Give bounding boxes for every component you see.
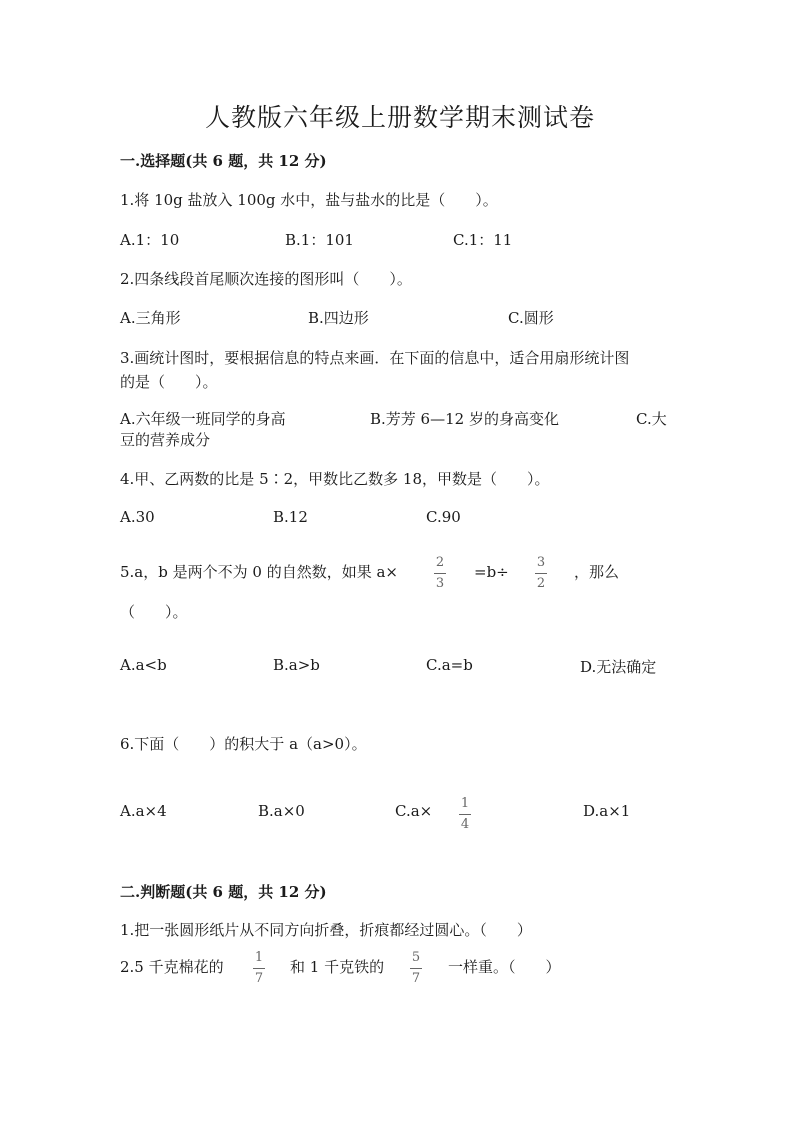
question-5-part-2: =b÷ [474, 563, 509, 581]
q2-option-b: B.四边形 [308, 309, 369, 327]
q5-option-c: C.a=b [426, 656, 473, 674]
q6-option-b: B.a×0 [258, 802, 305, 820]
fraction-numerator: 5 [411, 950, 421, 965]
question-3-line-2: 的是（ ）。 [120, 373, 218, 391]
q3-option-c-continued: 豆的营养成分 [120, 431, 211, 449]
fraction-numerator: 3 [536, 555, 546, 570]
fraction-numerator: 1 [254, 950, 264, 965]
question-5-line-2: （ ）。 [120, 603, 188, 621]
fraction-denominator: 3 [435, 576, 445, 591]
judgment-question-2-part-1: 2.5 千克棉花的 [120, 958, 224, 976]
fraction-bar [535, 573, 547, 574]
question-5-part-1: 5.a，b 是两个不为 0 的自然数，如果 a× [120, 563, 398, 581]
q5-option-d: D.无法确定 [580, 658, 657, 676]
q3-option-a: A.六年级一班同学的身高 [120, 410, 286, 428]
fraction-numerator: 1 [460, 796, 470, 811]
q6-option-a: A.a×4 [120, 802, 167, 820]
fraction-three-halves [535, 556, 547, 590]
q2-option-a: A.三角形 [120, 309, 181, 327]
q5-option-a: A.a<b [120, 656, 167, 674]
question-3-line-1: 3.画统计图时，要根据信息的特点来画．在下面的信息中，适合用扇形统计图 [120, 349, 630, 367]
fraction-one-quarter [459, 797, 471, 831]
fraction-bar [434, 573, 446, 574]
q3-option-c: C.大 [636, 410, 667, 428]
fraction-two-thirds [434, 556, 446, 590]
q3-option-b: B.芳芳 6—12 岁的身高变化 [370, 410, 559, 428]
question-2-text: 2.四条线段首尾顺次连接的图形叫（ ）。 [120, 270, 412, 288]
q4-option-c: C.90 [426, 508, 461, 526]
section-heading-choice: 一.选择题(共 6 题，共 12 分) [120, 152, 327, 170]
question-5-part-3: ，那么 [574, 563, 620, 581]
fraction-numerator: 2 [435, 555, 445, 570]
fraction-bar [410, 968, 422, 969]
q6-option-c: C.a× [395, 802, 433, 820]
q6-option-d: D.a×1 [583, 802, 631, 820]
q5-option-b: B.a>b [273, 656, 320, 674]
page-title: 人教版六年级上册数学期末测试卷 [204, 103, 595, 132]
fraction-bar [459, 814, 471, 815]
fraction-denominator: 7 [411, 971, 421, 986]
question-6-text: 6.下面（ ）的积大于 a（a>0）。 [120, 735, 367, 753]
fraction-one-seventh [253, 951, 265, 985]
q1-option-c: C.1：11 [453, 231, 513, 249]
fraction-bar [253, 968, 265, 969]
q4-option-b: B.12 [273, 508, 308, 526]
q4-option-a: A.30 [120, 508, 155, 526]
question-1-text: 1.将 10g 盐放入 100g 水中，盐与盐水的比是（ ）。 [120, 191, 498, 209]
question-4-text: 4.甲、乙两数的比是 5∶2，甲数比乙数多 18，甲数是（ ）。 [120, 470, 550, 488]
q1-option-b: B.1：101 [285, 231, 354, 249]
q1-option-a: A.1：10 [120, 231, 180, 249]
judgment-question-2-part-3: 一样重。（ ） [448, 958, 561, 976]
judgment-question-1-text: 1.把一张圆形纸片从不同方向折叠，折痕都经过圆心。（ ） [120, 921, 532, 939]
judgment-question-2-part-2: 和 1 千克铁的 [290, 958, 385, 976]
fraction-denominator: 4 [460, 817, 470, 832]
section-heading-judgment: 二.判断题(共 6 题，共 12 分) [120, 883, 327, 901]
q2-option-c: C.圆形 [508, 309, 554, 327]
fraction-denominator: 7 [254, 971, 264, 986]
fraction-denominator: 2 [536, 576, 546, 591]
fraction-five-sevenths [410, 951, 422, 985]
